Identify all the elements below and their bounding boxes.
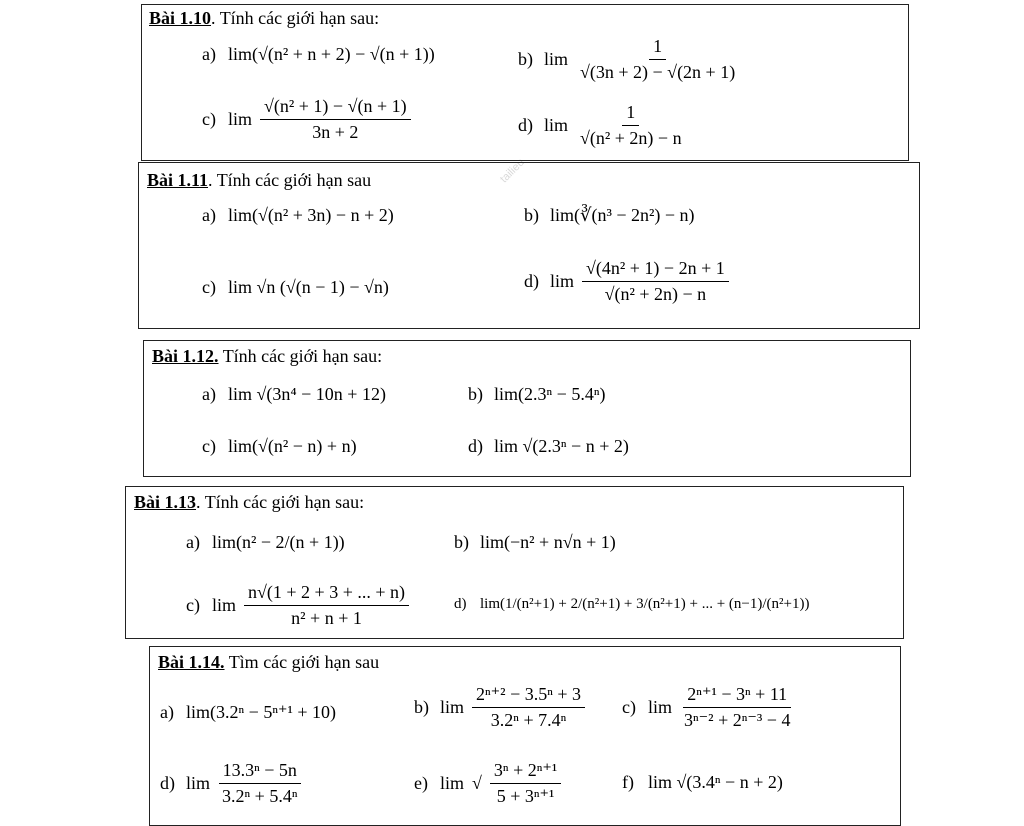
exercise-instruction: Tìm các giới hạn sau (224, 652, 380, 672)
exercise-1-10-a (202, 44, 435, 65)
math-expression: lim(1/(n²+1) + 2/(n²+1) + 3/(n²+1) + ... + (n−1)/(n²+1)) (480, 596, 810, 612)
math-expression: lim √(3.4ⁿ − n + 2) (648, 772, 783, 792)
exercise-1-14-e (414, 760, 561, 807)
part-label: c) (202, 277, 216, 297)
math-expression: lim(∛(n³ − 2n²) − n) (550, 205, 695, 225)
exercise-1-14-f (622, 772, 783, 793)
exercise-number: Bài 1.11 (147, 170, 209, 190)
part-label: a) (186, 532, 200, 552)
exercise-1-14-d (160, 760, 302, 807)
fraction (490, 760, 561, 807)
exercise-instruction: . Tính các giới hạn sau: (196, 492, 365, 512)
exercise-1-10-b (518, 36, 739, 83)
numerator: 2ⁿ⁺¹ − 3ⁿ + 11 (683, 684, 791, 708)
lim-operator: lim (440, 773, 465, 793)
numerator: 13.3ⁿ − 5n (219, 760, 301, 784)
exercise-1-14-title (158, 652, 379, 673)
exercise-number: Bài 1.10 (149, 8, 212, 28)
denominator: 3.2ⁿ + 7.4ⁿ (490, 710, 567, 730)
lim-operator: lim (648, 697, 673, 717)
part-label: c) (186, 595, 200, 615)
fraction (680, 684, 794, 731)
part-label: d) (524, 271, 539, 291)
part-label: d) (468, 436, 483, 456)
exercise-1-13-c (186, 582, 409, 629)
part-label: b) (454, 532, 469, 552)
exercise-1-11-title (147, 170, 371, 191)
fraction (576, 36, 739, 83)
part-label: b) (468, 384, 483, 404)
part-label: b) (524, 205, 539, 225)
part-label: a) (202, 44, 216, 64)
fraction (244, 582, 409, 629)
watermark: tailieu (497, 156, 527, 186)
math-expression: lim √(3n⁴ − 10n + 12) (228, 384, 386, 404)
exercise-1-12-c (202, 436, 357, 457)
denominator: √(3n + 2) − √(2n + 1) (580, 62, 736, 82)
fraction (260, 96, 411, 143)
part-label: b) (518, 49, 533, 69)
numerator: 3ⁿ + 2ⁿ⁺¹ (490, 760, 561, 784)
fraction (472, 684, 585, 731)
part-label: c) (622, 697, 636, 717)
fraction (582, 258, 729, 305)
exercise-1-12-title (152, 346, 382, 367)
part-label: a) (160, 702, 174, 722)
part-label: d) (454, 596, 467, 612)
exercise-instruction: Tính các giới hạn sau: (218, 346, 383, 366)
exercise-1-13-title (134, 492, 364, 513)
fraction (576, 102, 686, 149)
exercise-1-10-c (202, 96, 411, 143)
denominator: n² + n + 1 (291, 608, 362, 628)
exercise-1-11-b (524, 205, 695, 226)
sqrt-sign: √ (472, 773, 482, 793)
lim-operator: lim (544, 115, 569, 135)
lim-operator: lim (550, 271, 575, 291)
part-label: f) (622, 772, 634, 792)
numerator: 1 (622, 102, 639, 126)
denominator: 3ⁿ⁻² + 2ⁿ⁻³ − 4 (684, 710, 791, 730)
denominator: 3n + 2 (312, 122, 359, 142)
numerator: √(n² + 1) − √(n + 1) (260, 96, 411, 120)
exercise-1-14-a (160, 702, 336, 723)
exercise-1-10-d (518, 102, 686, 149)
exercise-1-12-b (468, 384, 605, 405)
numerator: n√(1 + 2 + 3 + ... + n) (244, 582, 409, 606)
part-label: e) (414, 773, 428, 793)
exercise-1-11-d (524, 258, 729, 305)
exercise-number: Bài 1.13 (134, 492, 197, 512)
denominator: 5 + 3ⁿ⁺¹ (496, 786, 555, 806)
numerator: 1 (649, 36, 666, 60)
lim-operator: lim (544, 49, 569, 69)
part-label: d) (518, 115, 533, 135)
denominator: √(n² + 2n) − n (604, 284, 707, 304)
math-expression: lim √n (√(n − 1) − √n) (228, 277, 389, 297)
exercise-number: Bài 1.12. (152, 346, 219, 366)
math-expression: lim(3.2ⁿ − 5ⁿ⁺¹ + 10) (186, 702, 337, 722)
exercise-1-13-b (454, 532, 616, 553)
math-expression: lim(√(n² − n) + n) (228, 436, 357, 456)
lim-operator: lim (228, 109, 253, 129)
exercise-1-14-c (622, 684, 794, 731)
lim-operator: lim (440, 697, 465, 717)
part-label: d) (160, 773, 175, 793)
denominator: √(n² + 2n) − n (580, 128, 682, 148)
math-expression: lim(√(n² + n + 2) − √(n + 1)) (228, 44, 435, 64)
math-expression: lim(√(n² + 3n) − n + 2) (228, 205, 394, 225)
math-expression: lim(−n² + n√n + 1) (480, 532, 616, 552)
exercise-instruction: . Tính các giới hạn sau (208, 170, 372, 190)
exercise-1-12-d (468, 436, 629, 457)
part-label: a) (202, 384, 216, 404)
exercise-1-12-a (202, 384, 386, 405)
lim-operator: lim (212, 595, 237, 615)
part-label: c) (202, 436, 216, 456)
part-label: b) (414, 697, 429, 717)
math-expression: lim(2.3ⁿ − 5.4ⁿ) (494, 384, 606, 404)
denominator: 3.2ⁿ + 5.4ⁿ (222, 786, 298, 806)
lim-operator: lim (186, 773, 211, 793)
part-label: a) (202, 205, 216, 225)
exercise-1-10-title (149, 8, 379, 29)
numerator: √(4n² + 1) − 2n + 1 (582, 258, 729, 282)
math-expression: lim √(2.3ⁿ − n + 2) (494, 436, 629, 456)
exercise-1-13-d (454, 596, 810, 613)
fraction (218, 760, 302, 807)
exercise-1-11-c (202, 277, 389, 298)
math-expression: lim(n² − 2/(n + 1)) (212, 532, 345, 552)
exercise-number: Bài 1.14. (158, 652, 225, 672)
exercise-1-11-a (202, 205, 394, 226)
exercise-1-14-b (414, 684, 585, 731)
numerator: 2ⁿ⁺² − 3.5ⁿ + 3 (472, 684, 585, 708)
part-label: c) (202, 109, 216, 129)
exercise-instruction: . Tính các giới hạn sau: (211, 8, 380, 28)
exercise-1-13-a (186, 532, 345, 553)
